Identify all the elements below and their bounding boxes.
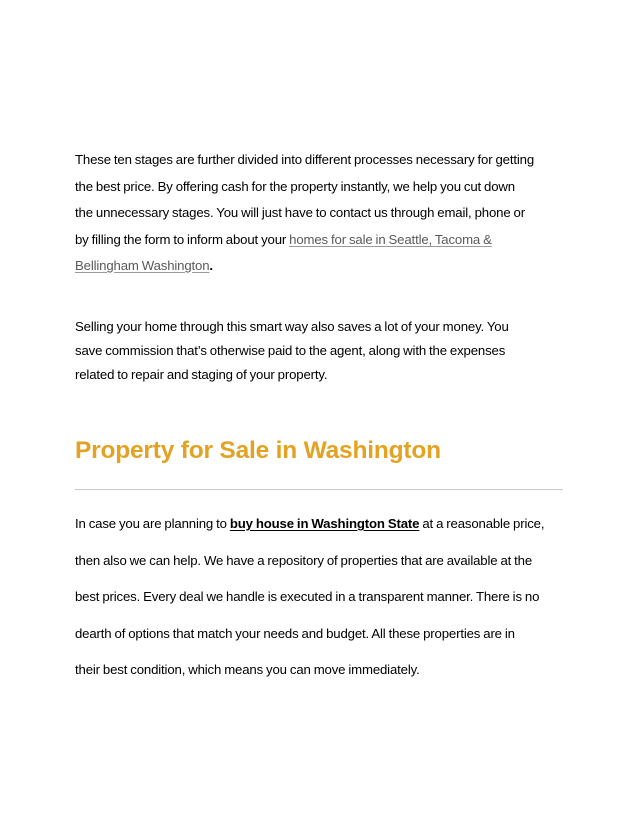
text-line: the best price. By offering cash for the property instantly, we help you cut down (75, 178, 515, 194)
text-fragment: by filling the form to inform about your (75, 231, 290, 247)
text-line: best prices. Every deal we handle is executed in a transparent manner. There is no (75, 589, 540, 604)
text-line (75, 256, 567, 283)
text-line: dearth of options that match your needs and budget. All these properties are in (75, 625, 515, 641)
paragraph-buy-house (75, 512, 567, 695)
homes-for-sale-link-continued[interactable]: Bellingham Washington (75, 258, 210, 273)
section-heading: Property for Sale in Washington (75, 437, 441, 464)
text-line: the unnecessary stages. You will just have to contact us through email, phone or (75, 205, 525, 220)
buy-house-link[interactable]: buy house in Washington State (229, 516, 420, 531)
text-fragment: In case you are planning to (75, 516, 230, 531)
homes-for-sale-link[interactable]: homes for sale in Seattle, Tacoma & (289, 231, 492, 247)
paragraph-stages (75, 150, 567, 283)
text-line (75, 230, 567, 257)
heading-divider (75, 489, 563, 490)
text-line: save commission that’s otherwise paid to the agent, along with the expenses (75, 343, 506, 358)
text-line: then also we can help. We have a repository of properties that are available at the (75, 552, 533, 568)
text-line: Selling your home through this smart way also saves a lot of your money. You (75, 319, 509, 334)
sentence-period: . (209, 258, 213, 273)
text-line: related to repair and staging of your property. (75, 367, 328, 382)
text-line: These ten stages are further divided into different processes necessary for getting (75, 152, 535, 167)
text-line: their best condition, which means you can move immediately. (75, 662, 420, 677)
text-fragment: at a reasonable price, (419, 516, 545, 531)
paragraph-savings (75, 317, 567, 389)
text-line (75, 512, 567, 549)
